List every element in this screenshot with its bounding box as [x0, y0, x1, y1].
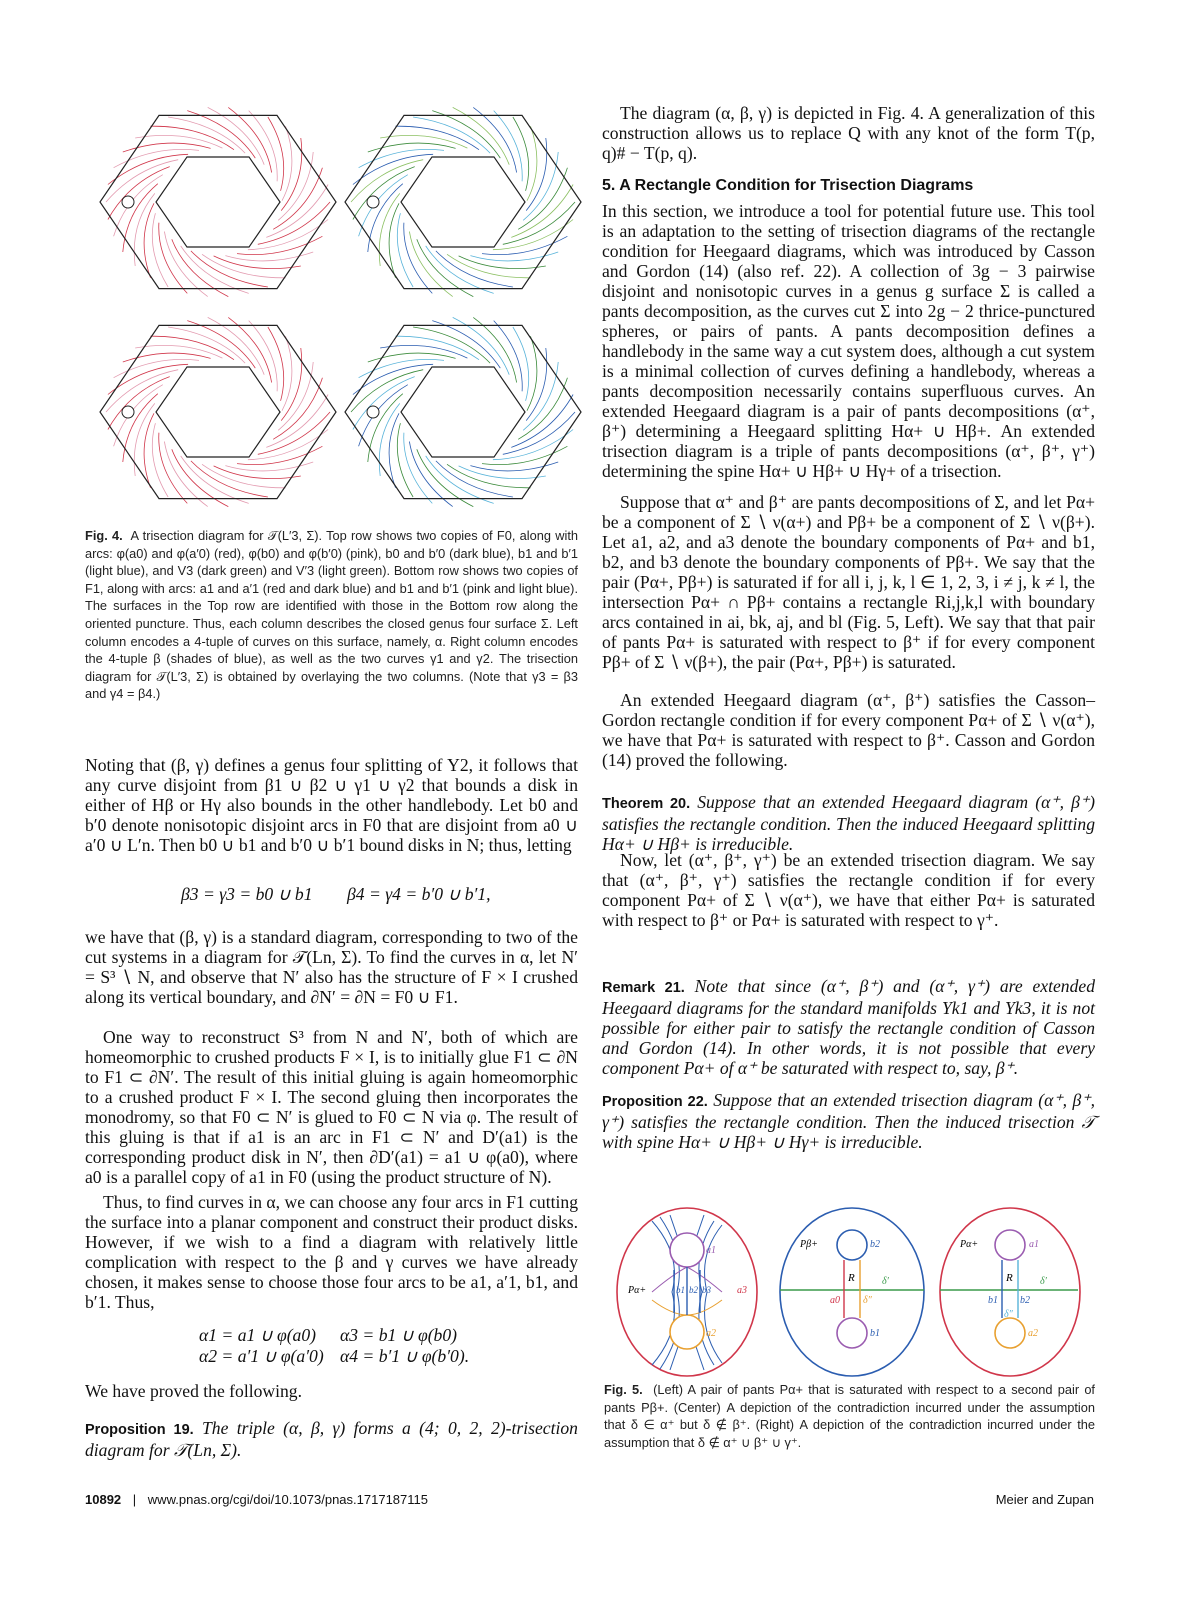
equation-alpha1: α1 = a1 ∪ φ(a0): [199, 1325, 317, 1345]
figure-5: [612, 1205, 1092, 1380]
hexagon-arc: [214, 256, 301, 269]
label-a1-left: a1: [706, 1245, 716, 1256]
label-b1-center: b1: [870, 1328, 880, 1339]
label-P-alpha-left: Pα+: [628, 1285, 647, 1296]
figure-4: [98, 100, 588, 512]
label-b1-left: b1: [676, 1285, 685, 1295]
hexagon-panel-top-right: [345, 107, 581, 296]
proposition-22: [602, 1090, 1095, 1152]
left-paragraph-2: we have that (β, γ) is a standard diagram, corresponding to two of the cut systems in a diagram for 𝒯(Ln, Σ). To find the curves in α, let N′ = S³ ∖ N, and observe that N′ also has the structure of F × I crushed along its vertical boundary, and ∂N′ = ∂N = F0 ∪ F1.: [85, 927, 578, 1007]
left-paragraph-5: We have proved the following.: [85, 1381, 302, 1401]
page-number: 10892: [85, 1492, 122, 1507]
theorem-20-text: Suppose that an extended Heegaard diagram (α⁺, β⁺) satisfies the rectangle condition. Then the induced Heegaard splitting Hα+ ∪ Hβ+ is irreducible.: [602, 792, 1095, 854]
figure-5-center-panel: [780, 1208, 924, 1376]
hexagon-arc: [459, 256, 546, 269]
hexagon-panel-bottom-left: [100, 317, 336, 506]
label-R-right: R: [1006, 1272, 1013, 1284]
inner-hexagon: [401, 157, 525, 247]
hexagon-arc: [513, 327, 529, 401]
inner-hexagon: [156, 367, 280, 457]
inner-hexagon: [156, 157, 280, 247]
right-paragraph-1: In this section, we introduce a tool for potential future use. This tool is an adaptation to the setting of trisection diagrams of the rectangle condition for Heegaard diagrams, which was introduced by Casson and Gordon (14) (also ref. 22). A collection of 3g − 3 pairwise disjoint and nonisotopic curves in a genus g surface Σ is called a pants decomposition, as the curves cut Σ into 2g − 2 thrice-punctured spheres, or pairs of pants. A pants decomposition defines a handlebody in the same way a cut system does, although a cut system is a minimal collection of curves defining a handlebody, whereas a pants decomposition necessarily contains superfluous curves. An extended Heegaard diagram is a pair of pants decompositions (α⁺, β⁺) determining a Heegaard splitting Hα+ ∪ Hβ+. An extended trisection diagram is a triple of pants decompositions (α⁺, β⁺, γ⁺) determining the spine Hα+ ∪ Hβ+ ∪ Hγ+ of a trisection.: [602, 201, 1095, 481]
equation-alpha3: α3 = b1 ∪ φ(b0): [340, 1325, 458, 1345]
equation-beta4: β4 = γ4 = b′0 ∪ b′1,: [347, 884, 491, 904]
left-paragraph-4: Thus, to find curves in α, we can choose any four arcs in F1 cutting the surface into a planar component and construct their product disks. However, if we wish to a find a diagram with relatively little complication with respect to the β and γ curves we have already chosen, it makes sense to choose those four arcs to be a1, a′1, b1, and b′1. Thus,: [85, 1192, 578, 1312]
figure-5-right-panel: [940, 1208, 1080, 1376]
hexagon-arc: [135, 135, 222, 148]
hexagon-arc: [268, 327, 284, 401]
figure-5-caption-label: Fig. 5.: [604, 1382, 643, 1397]
footer-authors: Meier and Zupan: [995, 1492, 1094, 1507]
proposition-22-label: Proposition 22.: [602, 1094, 708, 1110]
hexagon-arc: [152, 213, 168, 287]
label-b2-center: b2: [870, 1239, 880, 1250]
theorem-20-label: Theorem 20.: [602, 796, 691, 812]
footer-separator: |: [132, 1492, 137, 1507]
puncture: [367, 406, 379, 418]
section-5-title: 5. A Rectangle Condition for Trisection Diagrams: [602, 177, 974, 194]
hexagon-arc: [513, 117, 529, 191]
left-paragraph-1: Noting that (β, γ) defines a genus four splitting of Y2, it follows that any curve disjoint from β1 ∪ β2 ∪ γ1 ∪ γ2 that bounds a disk in either of Hβ or Hγ also bounds in the other handlebody. Let b0 and b′0 denote nonisotopic disjoint arcs in F0 that are disjoint from a0 ∪ a′0 ∪ L′n. Then b0 ∪ b1 and b′0 ∪ b′1 bound disks in N; thus, letting: [85, 755, 578, 855]
label-delta-prime-right: δ′: [1040, 1276, 1047, 1287]
label-delta-double-prime-right: δ″: [1004, 1309, 1013, 1320]
hexagon-arc: [380, 345, 467, 358]
right-paragraph-4: Now, let (α⁺, β⁺, γ⁺) be an extended trisection diagram. We say that (α⁺, β⁺, γ⁺) satisfies the rectangle condition if for every component Pα+ of Σ ∖ ν(α⁺), we have that either Pα+ is saturated with respect to β⁺ or Pα+ is saturated with respect to γ⁺.: [602, 850, 1095, 930]
figure-4-caption: [85, 527, 578, 703]
equation-alpha4: α4 = b′1 ∪ φ(b′0).: [340, 1346, 470, 1366]
right-paragraph-3: An extended Heegaard diagram (α⁺, β⁺) satisfies the Casson–Gordon rectangle condition if for every component Pα+ of Σ ∖ ν(α⁺), we have that Pα+ is saturated with respect to β⁺. Casson and Gordon (14) proved the following.: [602, 690, 1095, 770]
proposition-19: [85, 1418, 578, 1460]
hexagon-arc: [459, 466, 546, 479]
label-a1-right: a1: [1029, 1239, 1039, 1250]
figure-5-caption-text: (Left) A pair of pants Pα+ that is saturated with respect to a second pair of pants Pβ+. (Center) A depiction of the contradiction incurred under the assumption that δ ∈ α⁺ but δ ∉ β⁺. (Right) A depiction of the contradiction incurred under the assumption that δ ∉ α⁺ ∪ β⁺ ∪ γ⁺.: [604, 1382, 1095, 1450]
label-b2-left: b2: [689, 1285, 698, 1295]
figure-5-caption: [604, 1381, 1095, 1451]
hexagon-panel-bottom-right: [345, 317, 581, 506]
hexagon-arc: [380, 135, 467, 148]
proposition-19-text: The triple (α, β, γ) forms a (4; 0, 2, 2)-trisection diagram for 𝒯(Ln, Σ).: [85, 1418, 578, 1460]
label-P-beta-center: Pβ+: [800, 1239, 818, 1250]
label-R-center: R: [848, 1272, 855, 1284]
hexagon-arc: [397, 213, 413, 287]
equation-alpha2: α2 = a′1 ∪ φ(a′0): [199, 1346, 324, 1366]
figure-4-diagram: [98, 100, 588, 512]
figure-5-left-panel: [617, 1208, 757, 1376]
label-b1-right: b1: [988, 1295, 998, 1306]
puncture: [367, 196, 379, 208]
figure-4-caption-label: Fig. 4.: [85, 528, 123, 543]
remark-21-text: Note that since (α⁺, β⁺) and (α⁺, γ⁺) are extended Heegaard diagrams for the standard manifolds Yk1 and Yk3, it is not possible for either pair to satisfy the rectangle condition of Casson and Gordon (14). In other words, it is not possible that every component Pα+ of α⁺ be saturated with respect to, say, β⁺.: [602, 976, 1095, 1078]
doi-link[interactable]: www.pnas.org/cgi/doi/10.1073/pnas.1717187115: [147, 1492, 428, 1507]
label-a2-left: a2: [706, 1328, 716, 1339]
figure-4-caption-text: A trisection diagram for 𝒯(L′3, Σ). Top row shows two copies of F0, along with arcs: φ(a0) and φ(a′0) (red), φ(b0) and φ(b′0) (pink), b0 and b′0 (dark blue), b1 and b′1 (light blue), and V3 (dark green) and V′3 (light green). Bottom row shows two copies of F1, along with arcs: a1 and a′1 (red and dark blue) and b1 and b′1 (pink and light blue). The surfaces in the Top row are identified with those in the Bottom row along the oriented puncture. Thus, each column describes the closed genus four surface Σ. Left column encodes a 4-tuple of curves on this surface, namely, α. Right column encodes the 4-tuple β (shades of blue), as well as the two curves γ1 and γ2. The trisection diagram for 𝒯(L′3, Σ) is obtained by overlaying the two columns. (Note that γ3 = β3 and γ4 = β4.): [85, 528, 578, 702]
boundary-a2: [670, 1315, 704, 1349]
label-b2-right: b2: [1020, 1295, 1030, 1306]
proposition-22-text: Suppose that an extended trisection diagram (α⁺, β⁺, γ⁺) satisfies the rectangle condition. Then the induced trisection 𝒯 with spine Hα+ ∪ Hβ+ ∪ Hγ+ is irreducible.: [602, 1090, 1095, 1152]
left-paragraph-3: One way to reconstruct S³ from N and N′, both of which are homeomorphic to crushed products F × I, is to initially glue F1 ⊂ ∂N to F1 ⊂ ∂N′. The result of this initial gluing is again homeomorphic to a crushed product F × I. The second gluing then incorporates the monodromy, so that F0 ⊂ N′ is glued to F0 ⊂ N via φ. The result of this gluing is that if a1 is an arc in F1 ⊂ N′ and D′(a1) is the corresponding product disk in N′, then ∂D′(a1) = a1 ∪ φ(a0), where a0 is a parallel copy of a1 in F0 (using the product structure of N).: [85, 1027, 578, 1187]
label-b3-left: b3: [702, 1285, 711, 1295]
remark-21-label: Remark 21.: [602, 980, 685, 996]
theorem-20: [602, 792, 1095, 854]
boundary-a1: [670, 1233, 704, 1267]
hexagon-arc: [152, 423, 168, 497]
puncture: [122, 196, 134, 208]
right-paragraph-2: Suppose that α⁺ and β⁺ are pants decompositions of Σ, and let Pα+ be a component of Σ ∖ ν(α+) and Pβ+ be a component of Σ ∖ ν(β+). Let a1, a2, and a3 denote the boundary components of Pα+ and b1, b2, and b3 denote the boundary components of Pβ+. We say that the pair (Pα+, Pβ+) is saturated if for all i, j, k, l ∈ 1, 2, 3, i ≠ j, k ≠ l, the intersection Pα+ ∩ Pβ+ contains a rectangle Ri,j,k,l with boundary arcs contained in ai, bk, aj, and bl (Fig. 5, Left). We say that that pair of pants Pα+ is saturated with respect to β⁺ if for every component Pβ+ of Σ ∖ ν(β+), the pair (Pα+, Pβ+) is saturated.: [602, 492, 1095, 672]
right-paragraph-0: The diagram (α, β, γ) is depicted in Fig. 4. A generalization of this construction allows us to replace Q with any knot of the form T(p, q)# − T(p, q).: [602, 103, 1095, 163]
remark-21: [602, 976, 1095, 1078]
label-delta-double-prime-center: δ″: [863, 1295, 872, 1306]
inner-hexagon: [401, 367, 525, 457]
hexagon-arc: [214, 466, 301, 479]
hexagon-arc: [135, 345, 222, 358]
proposition-19-label: Proposition 19.: [85, 1422, 194, 1438]
figure-5-diagram: [612, 1205, 1092, 1380]
label-P-alpha-right: Pα+: [960, 1239, 979, 1250]
puncture: [122, 406, 134, 418]
equation-beta3: β3 = γ3 = b0 ∪ b1: [181, 884, 313, 904]
label-a3-left: a3: [737, 1285, 747, 1296]
hexagon-arc: [268, 117, 284, 191]
label-a2-right: a2: [1028, 1328, 1038, 1339]
hexagon-arc: [397, 423, 413, 497]
hexagon-panel-top-left: [100, 107, 336, 296]
label-a0-center: a0: [830, 1295, 840, 1306]
footer-left: [85, 1492, 428, 1507]
label-delta-prime-center: δ′: [882, 1276, 889, 1287]
